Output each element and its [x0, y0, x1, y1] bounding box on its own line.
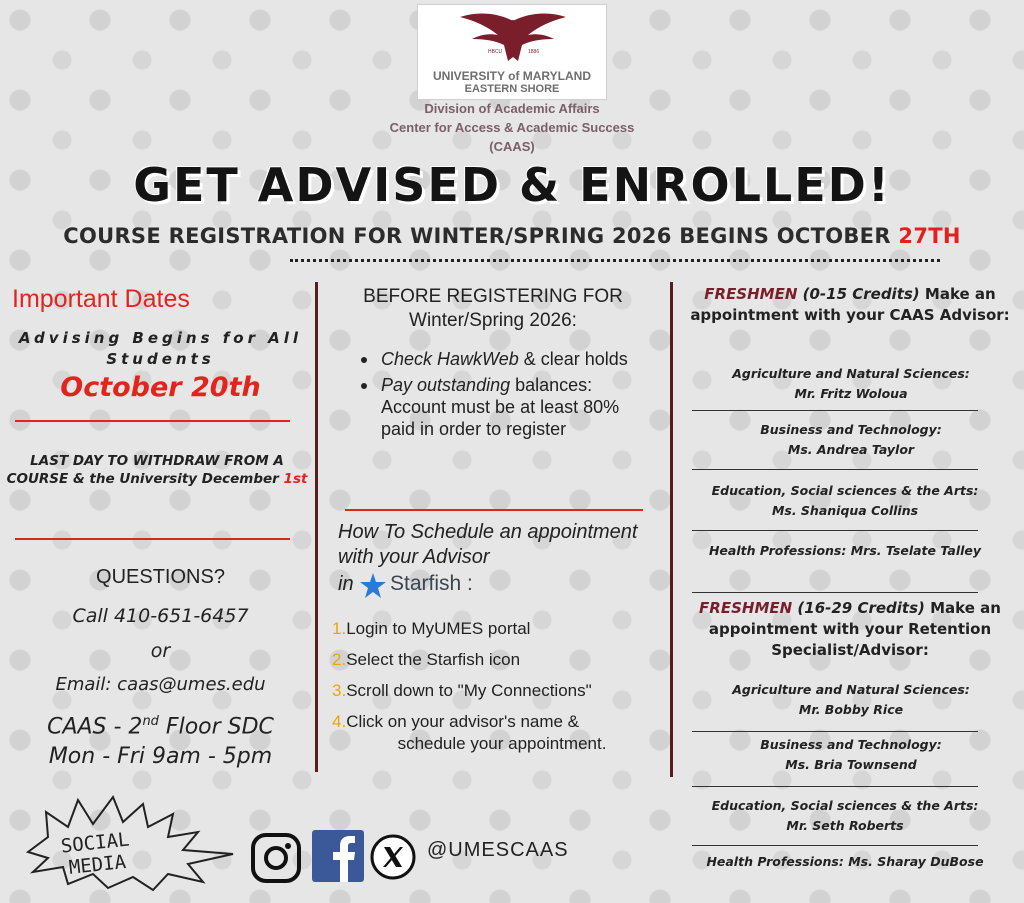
scheduling-steps: [332, 618, 672, 764]
red-divider: [345, 509, 643, 511]
advisor-entry: [700, 481, 990, 521]
entry-divider: [692, 592, 978, 593]
department-name: Education, Social sciences & the Arts: Mr. Seth Roberts: [711, 798, 979, 833]
office-location: [8, 714, 313, 739]
freshmen-label: FRESHMEN: [704, 285, 798, 303]
bullet-text: & clear holds: [518, 349, 628, 369]
office-hours: Mon - Fri 9am - 5pm: [48, 744, 273, 769]
before-registering-heading: BEFORE REGISTERING FOR Winter/Spring 2026:: [363, 286, 623, 331]
x-twitter-icon[interactable]: [370, 834, 416, 880]
bullet-icon: [361, 383, 367, 389]
social-handle[interactable]: @UMESCAAS: [427, 839, 569, 861]
department-name: Education, Social sciences & the Arts: Ms. Shaniqua Collins: [711, 483, 979, 518]
logo-name-line1: UNIVERSITY of MARYLAND: [432, 69, 591, 83]
advisor-name: Mr. Fritz Woloua: [794, 386, 908, 401]
bullet-text: balances: Account must be at least 80% paid in order to register: [381, 375, 620, 439]
main-title: GET ADVISED & ENROLLED!: [133, 158, 891, 212]
important-dates-heading: Important Dates: [12, 285, 190, 313]
red-divider: [15, 420, 290, 422]
social-label-line2: MEDIA: [67, 851, 128, 879]
phone-number[interactable]: Call 410-651-6457: [72, 605, 249, 627]
list-item: [332, 711, 672, 755]
facebook-icon[interactable]: [312, 830, 364, 882]
step-text-continued: schedule your appointment.: [397, 734, 607, 753]
subtitle-date: 27TH: [898, 224, 961, 248]
step-number: 4.: [332, 712, 347, 731]
hawk-logo-icon: [458, 11, 568, 67]
center-name: Center for Access & Academic Success: [389, 120, 635, 135]
step-number: 1.: [332, 619, 347, 638]
department-name: Health Professions: Ms. Sharay DuBose: [706, 854, 984, 869]
advisor-entry: [700, 796, 990, 836]
social-media-label: [60, 829, 133, 880]
university-logo: [417, 4, 607, 100]
step-text: Login to MyUMES portal: [346, 619, 531, 638]
entry-divider: [692, 845, 978, 846]
bullet-emphasis: Check HawkWeb: [381, 349, 519, 369]
or-text: or: [150, 640, 171, 662]
list-item: [332, 680, 672, 702]
entry-divider: [692, 469, 978, 470]
center-acronym: (CAAS): [489, 139, 535, 154]
subtitle-main: COURSE REGISTRATION FOR WINTER/SPRING 2026 BEGINS OCTOBER: [63, 224, 899, 248]
advisor-entry: [700, 852, 990, 872]
department-name: Agriculture and Natural Sciences:: [732, 682, 970, 697]
registration-subtitle: [0, 224, 1024, 248]
questions-heading: QUESTIONS?: [96, 566, 225, 588]
advisor-name: Ms. Andrea Taylor: [787, 442, 915, 457]
office-sup: nd: [142, 714, 159, 729]
svg-text:1886: 1886: [528, 49, 540, 55]
credits-range: (0-15 Credits): [797, 285, 925, 303]
advisor-entry: [690, 364, 1012, 404]
step-text: Select the Starfish icon: [346, 650, 521, 669]
freshmen-16-29-heading: [680, 598, 1020, 661]
credits-range: (16-29 Credits): [792, 599, 931, 617]
department-name: Business and Technology:: [760, 737, 942, 752]
freshmen-label: FRESHMEN: [699, 599, 793, 617]
list-item: [332, 618, 672, 640]
dotted-divider: [290, 259, 940, 262]
advisor-entry: [690, 420, 1012, 460]
instagram-icon[interactable]: [250, 832, 302, 884]
requirements-list: [355, 348, 655, 444]
freshmen-0-15-heading: [680, 284, 1020, 326]
red-divider: [15, 538, 290, 540]
entry-divider: [692, 731, 978, 732]
bullet-icon: [361, 357, 367, 363]
list-item: [332, 649, 672, 671]
department-name: Agriculture and Natural Sciences:: [732, 366, 970, 381]
list-item: [355, 348, 655, 370]
starfish-icon: [358, 571, 388, 601]
advisor-name: Mr. Bobby Rice: [798, 702, 904, 717]
bullet-emphasis: Pay outstanding: [381, 375, 511, 395]
step-text: Click on your advisor's name &: [346, 712, 580, 731]
entry-divider: [692, 530, 978, 531]
starfish-label: Starfish :: [390, 572, 473, 595]
how-to-schedule-heading: How To Schedule an appointment with your Advisor: [338, 521, 638, 568]
logo-name-line2: EASTERN SHORE: [464, 83, 560, 95]
svg-text:HBCU: HBCU: [488, 49, 503, 55]
step-number: 3.: [332, 681, 347, 700]
department-name: Health Professions: Mrs. Tselate Talley: [708, 543, 982, 558]
advisor-entry: [690, 680, 1012, 720]
office-suffix: Floor SDC: [158, 714, 274, 740]
email-address[interactable]: Email: caas@umes.edu: [55, 674, 266, 695]
withdraw-text: LAST DAY TO WITHDRAW FROM A COURSE & the University December: [6, 453, 284, 487]
column-divider-left: [315, 282, 318, 772]
withdraw-deadline: [2, 452, 312, 488]
entry-divider: [692, 410, 978, 411]
advising-date: October 20th: [60, 372, 261, 403]
step-text: Scroll down to "My Connections": [346, 681, 592, 700]
withdraw-date: 1st: [283, 471, 308, 487]
entry-divider: [692, 786, 978, 787]
social-label-line1: SOCIAL: [59, 828, 131, 858]
step-number: 2.: [332, 650, 347, 669]
advisor-name: Ms. Bria Townsend: [785, 757, 917, 772]
freshmen-instruction: Make an appointment with your Retention Specialist/Advisor:: [708, 599, 1001, 659]
freshmen-instruction: Make an appointment with your CAAS Advisor:: [690, 285, 1010, 324]
department-name: Business and Technology:: [760, 422, 942, 437]
list-item: [355, 374, 655, 440]
advisor-entry: [700, 541, 990, 561]
advising-begins-text: Advising Begins for All Students: [18, 329, 303, 368]
division-name: Division of Academic Affairs: [424, 101, 600, 116]
how-to-in: in: [338, 573, 354, 595]
advisor-entry: [690, 735, 1012, 775]
office-prefix: CAAS - 2: [47, 714, 143, 740]
